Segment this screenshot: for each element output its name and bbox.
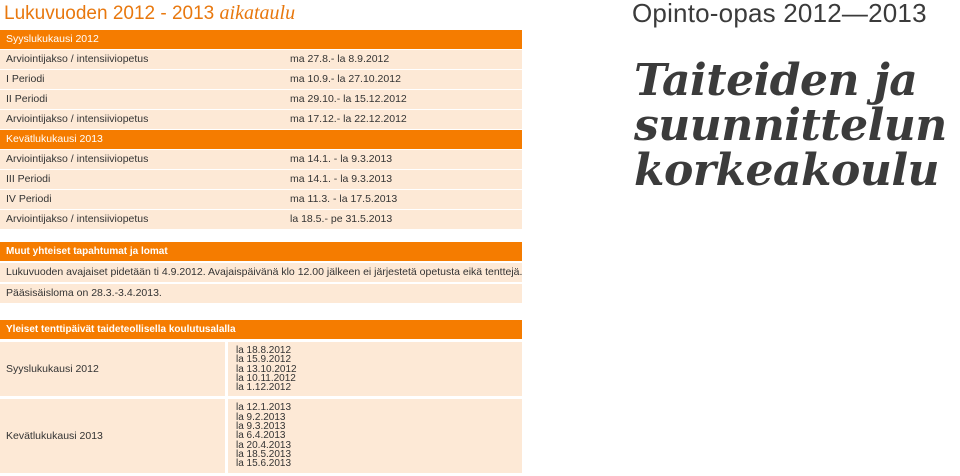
schedule-label: Kevätlukukausi 2013 — [6, 133, 103, 145]
schedule-dates: ma 11.3. - la 17.5.2013 — [290, 193, 398, 205]
schedule-row — [0, 90, 522, 110]
schedule-row — [0, 50, 522, 70]
school-brand — [634, 55, 947, 196]
schedule-dates: ma 10.9.- la 27.10.2012 — [290, 73, 401, 85]
schedule-label: Arviointijakso / intensiiviopetus — [6, 113, 149, 125]
schedule-row — [0, 150, 522, 170]
exam-date: la 15.6.2013 — [236, 458, 292, 470]
exam-date: la 9.3.2013 — [236, 421, 286, 433]
exam-term-row — [0, 399, 522, 472]
exam-date: la 10.11.2012 — [236, 372, 296, 384]
exam-date: la 12.1.2013 — [236, 402, 292, 414]
brand-line: korkeakoulu — [634, 145, 940, 196]
schedule-dates: ma 29.10.- la 15.12.2012 — [290, 93, 407, 105]
exam-date: la 20.4.2013 — [236, 439, 292, 451]
page-title — [4, 2, 295, 25]
schedule-section-row — [0, 130, 522, 150]
schedule-row — [0, 210, 522, 230]
exam-date: la 13.10.2012 — [236, 363, 297, 375]
exam-date-list — [228, 399, 522, 472]
schedule-row — [0, 190, 522, 210]
schedule-row — [0, 110, 522, 130]
schedule-label: Arviointijakso / intensiiviopetus — [6, 53, 149, 65]
schedule-row — [0, 70, 522, 90]
schedule-dates: la 18.5.- pe 31.5.2013 — [290, 213, 393, 225]
page-title-main: Lukuvuoden 2012 - 2013 — [4, 3, 215, 24]
study-guide-title: Opinto-opas 2012—2013 — [632, 0, 927, 28]
exam-date: la 6.4.2013 — [236, 430, 286, 442]
schedule-dates: ma 14.1. - la 9.3.2013 — [290, 153, 393, 165]
schedule-label: I Periodi — [6, 73, 45, 85]
schedule-label: IV Periodi — [6, 193, 52, 205]
exam-term-label: Kevätlukukausi 2013 — [0, 399, 225, 472]
page-title-italic: aikataulu — [219, 2, 296, 24]
schedule-label: Syyslukukausi 2012 — [6, 33, 99, 45]
exam-date: la 18.8.2012 — [236, 345, 292, 356]
schedule-dates: ma 14.1. - la 9.3.2013 — [290, 173, 393, 185]
schedule-label: III Periodi — [6, 173, 51, 185]
exam-date: la 18.5.2013 — [236, 448, 292, 460]
exam-date-list — [228, 342, 522, 396]
schedule-dates: ma 27.8.- la 8.9.2012 — [290, 53, 390, 65]
schedule-label: Arviointijakso / intensiiviopetus — [6, 213, 149, 225]
schedule-table — [0, 30, 522, 230]
schedule-dates: ma 17.12.- la 22.12.2012 — [290, 113, 407, 125]
exam-date: la 15.9.2012 — [236, 354, 292, 366]
exam-days-heading: Yleiset tenttipäivät taideteollisella koulutusalalla — [0, 320, 522, 339]
exam-date: la 1.12.2012 — [236, 382, 292, 394]
brand-line: Taiteiden ja — [634, 55, 918, 106]
exam-term-label: Syyslukukausi 2012 — [0, 342, 225, 396]
events-section — [0, 242, 522, 303]
exam-term-row — [0, 342, 522, 396]
exam-days-section — [0, 320, 522, 476]
exam-date: la 9.2.2013 — [236, 411, 286, 423]
schedule-section-row — [0, 30, 522, 50]
brand-line: suunnittelun — [634, 100, 947, 151]
events-heading: Muut yhteiset tapahtumat ja lomat — [0, 242, 522, 261]
events-row: Lukuvuoden avajaiset pidetään ti 4.9.2012. Avajaispäivänä klo 12.00 jälkeen ei järjestetä opetusta eikä tenttejä. — [0, 263, 522, 282]
schedule-label: Arviointijakso / intensiiviopetus — [6, 153, 149, 165]
schedule-label: II Periodi — [6, 93, 48, 105]
events-row: Pääsisäisloma on 28.3.-3.4.2013. — [0, 284, 522, 303]
schedule-row — [0, 170, 522, 190]
